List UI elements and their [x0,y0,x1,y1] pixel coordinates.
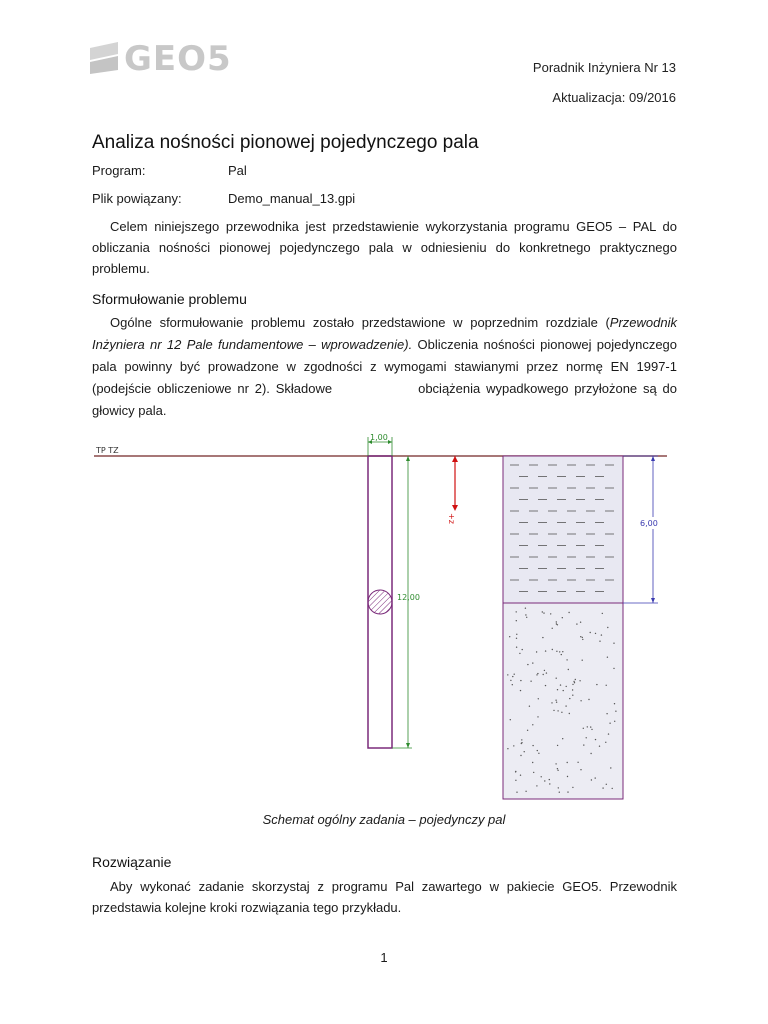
soil-layer-1 [503,456,623,603]
soil-texture-dot [544,780,545,781]
soil-texture-dot [572,689,573,690]
z-axis-label: +z [447,513,456,524]
soil-texture-dot [568,669,569,670]
soil-texture-dot [590,632,591,633]
soil-texture-dot [580,636,581,637]
soil-texture-dot [575,679,576,680]
length-dimension-label: 12,00 [397,593,420,602]
soil-texture-dot [526,617,527,618]
soil-texture-dot [609,723,610,724]
soil-texture-dot [563,690,564,691]
soil-texture-dot [537,750,538,751]
soil-texture-dot [605,742,606,743]
soil-texture-dot [580,769,581,770]
soil-texture-dot [544,670,545,671]
soil-texture-dot [608,733,609,734]
soil-texture-dot [516,611,517,612]
soil-texture-dot [591,779,592,780]
soil-texture-dot [582,637,583,638]
update-date: Aktualizacja: 09/2016 [552,90,676,105]
soil-texture-dot [559,651,560,652]
soil-texture-dot [536,785,537,786]
soil-texture-dot [520,690,521,691]
soil-texture-dot [549,783,550,784]
soil-texture-dot [590,753,591,754]
soil-texture-dot [602,613,603,614]
soil-texture-dot [606,685,607,686]
geo5-logo [90,40,230,76]
intro-text: Celem niniejszego przewodnika jest przedstawienie wykorzystania programu GEO5 – PAL do obliczania nośności pionowej pojedynczego pala w odniesieniu do konkretnego praktycznego problemu. [92,219,677,276]
soil-texture-dot [572,695,573,696]
program-value: Pal [228,163,247,178]
soil-texture-dot [509,636,510,637]
soil-texture-dot [537,673,538,674]
soil-texture-dot [532,724,533,725]
page-title: Analiza nośności pionowej pojedynczego pala [92,132,479,153]
soil-texture-dot [567,791,568,792]
soil-texture-dot [514,674,515,675]
soil-texture-dot [591,729,592,730]
soil-texture-dot [532,762,533,763]
soil-texture-dot [537,716,538,717]
geo5-logo-mark [90,40,230,76]
soil-texture-dot [541,776,542,777]
soil-texture-dot [573,681,574,682]
soil-texture-dot [516,638,517,639]
soil-texture-dot [561,654,562,655]
soil-texture-dot [566,659,567,660]
soil-texture-dot [524,751,525,752]
soil-texture-dot [530,681,531,682]
program-row [92,163,247,178]
figure-caption: Schemat ogólny zadania – pojedynczy pal [262,812,506,827]
soil-texture-dot [613,643,614,644]
file-label: Plik powiązany: [92,191,182,206]
soil-texture-dot [533,772,534,773]
soil-texture-dot [582,639,583,640]
soil-texture-dot [572,684,573,685]
soil-texture-dot [507,674,508,675]
soil-texture-dot [556,623,557,624]
soil-texture-dot [558,787,559,788]
soil-texture-dot [595,777,596,778]
soil-layer-2 [503,603,623,799]
soil-texture-dot [565,705,566,706]
soil-texture-dot [516,792,517,793]
soil-texture-dot [568,612,569,613]
soil-texture-dot [566,686,567,687]
soil-texture-dot [536,674,537,675]
solution-text: Aby wykonać zadanie skorzystaj z programu Pal zawartego w pakiecie GEO5. Przewodnik przedstawia kolejne kroki rozwiązania tego przykładu. [92,879,677,915]
soil-texture-dot [607,657,608,658]
soil-texture-dot [596,684,597,685]
soil-texture-dot [556,651,557,652]
soil-texture-dot [557,710,558,711]
soil-texture-dot [512,684,513,685]
soil-texture-dot [525,791,526,792]
soil-texture-dot [577,762,578,763]
soil-texture-dot [612,788,613,789]
soil-texture-dot [543,674,544,675]
soil-texture-dot [614,721,615,722]
soil-texture-dot [522,649,523,650]
soil-texture-dot [546,672,547,673]
soil-texture-dot [510,719,511,720]
soil-texture-dot [552,628,553,629]
soil-texture-dot [529,706,530,707]
soil-texture-dot [606,713,607,714]
soil-texture-dot [527,730,528,731]
logo-text: GEO5 [124,40,230,76]
soil-texture-dot [521,742,522,743]
soil-texture-dot [532,662,533,663]
soil-texture-dot [607,627,608,628]
pile-diagram [92,425,682,810]
soil-texture-dot [557,745,558,746]
layer-dimension-label: 6,00 [640,519,658,528]
soil-texture-dot [519,653,520,654]
soil-texture-dot [520,775,521,776]
soil-texture-dot [601,634,602,635]
soil-texture-dot [595,633,596,634]
problem-text-c: obciążenia wypadkowego przyłożone są do głowicy pala. [92,381,677,418]
section-heading-solution: Rozwiązanie [92,854,172,870]
soil-texture-dot [557,689,558,690]
soil-texture-dot [555,700,556,701]
soil-texture-dot [556,702,557,703]
soil-texture-dot [557,770,558,771]
soil-texture-dot [599,746,600,747]
soil-texture-dot [551,702,552,703]
soil-texture-dot [567,762,568,763]
soil-texture-dot [516,647,517,648]
soil-texture-dot [538,698,539,699]
section-heading-problem: Sformułowanie problemu [92,291,247,307]
soil-texture-dot [587,726,588,727]
soil-texture-dot [562,617,563,618]
soil-texture-dot [515,771,516,772]
soil-texture-dot [555,763,556,764]
pile-cross-section [368,590,392,614]
soil-texture-dot [507,748,508,749]
soil-texture-dot [553,710,554,711]
soil-texture-dot [549,779,550,780]
soil-texture-dot [610,767,611,768]
soil-texture-dot [567,776,568,777]
soil-texture-dot [520,680,521,681]
soil-texture-dot [574,682,575,683]
soil-texture-dot [532,745,533,746]
guide-number: Poradnik Inżyniera Nr 13 [532,60,676,75]
soil-texture-dot [538,753,539,754]
soil-texture-dot [613,668,614,669]
tp-tz-label: TP TZ [96,446,119,455]
pile-diagram-svg [92,425,682,810]
soil-texture-dot [583,728,584,729]
soil-texture-dot [525,608,526,609]
soil-texture-dot [576,623,577,624]
soil-texture-dot [580,622,581,623]
soil-texture-dot [614,703,615,704]
soil-texture-dot [615,711,616,712]
soil-texture-dot [545,650,546,651]
soil-texture-dot [512,676,513,677]
soil-texture-dot [595,739,596,740]
soil-texture-dot [582,660,583,661]
soil-texture-dot [588,699,589,700]
problem-text-italic: Przewodnik Inżyniera nr 12 Pale fundamentowe – wprowadzenie). [92,315,677,352]
soil-texture-dot [580,700,581,701]
soil-texture-dot [557,768,558,769]
file-value: Demo_manual_13.gpi [228,191,356,206]
soil-texture-dot [590,726,591,727]
soil-texture-dot [569,698,570,699]
soil-texture-dot [556,621,557,622]
soil-texture-dot [586,737,587,738]
soil-texture-dot [550,613,551,614]
soil-texture-dot [602,787,603,788]
soil-texture-dot [560,684,561,685]
intro-paragraph [92,216,677,279]
soil-texture-dot [516,634,517,635]
width-dimension-label: 1,00 [370,433,388,442]
program-label: Program: [92,163,146,178]
soil-texture-dot [606,784,607,785]
soil-texture-dot [536,651,537,652]
solution-paragraph [92,876,677,918]
soil-texture-dot [513,745,514,746]
soil-texture-dot [545,685,546,686]
problem-text-a: Ogólne sformułowanie problemu zostało przedstawione w poprzednim rozdziale ( [110,315,610,330]
page-number: 1 [380,950,388,965]
problem-paragraph [92,312,677,422]
soil-texture-dot [562,738,563,739]
soil-texture-dot [559,792,560,793]
soil-texture-dot [527,664,528,665]
problem-text-b: Obliczenia nośności pionowej pojedynczego pala powinny być prowadzone w zgodności z wymogami stawianymi przez normę EN 1997-1 (podejście obliczeniowe nr 2). Składowe [92,337,678,396]
soil-texture-dot [516,620,517,621]
soil-texture-dot [525,614,526,615]
soil-texture-dot [552,649,553,650]
soil-texture-dot [583,744,584,745]
soil-texture-dot [515,780,516,781]
file-row [92,191,355,206]
soil-texture-dot [556,678,557,679]
soil-texture-dot [543,612,544,613]
soil-texture-dot [542,611,543,612]
soil-texture-dot [521,739,522,740]
soil-texture-dot [561,712,562,713]
soil-texture-dot [599,641,600,642]
soil-texture-dot [542,637,543,638]
soil-texture-dot [579,680,580,681]
soil-texture-dot [569,713,570,714]
soil-texture-dot [520,755,521,756]
soil-texture-dot [510,680,511,681]
soil-texture-dot [562,651,563,652]
soil-texture-dot [572,787,573,788]
